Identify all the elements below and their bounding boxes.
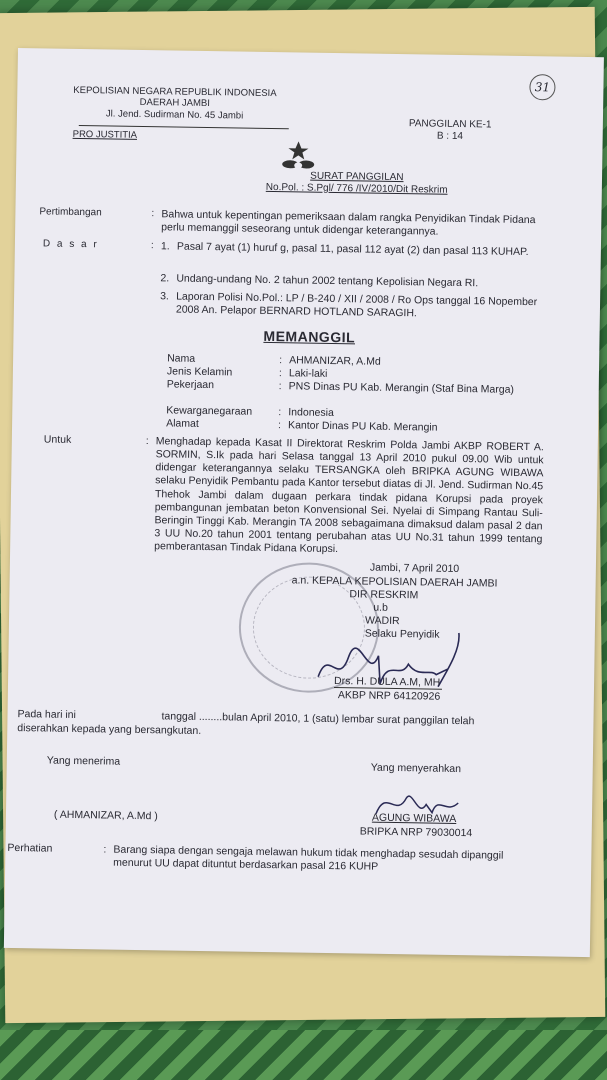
signature-on-behalf: a.n. KEPALA KEPOLISIAN DAERAH JAMBI bbox=[291, 574, 498, 590]
page-number-circle: 31 bbox=[529, 74, 555, 100]
nama-colon: : bbox=[279, 354, 283, 367]
kewarganegaraan-label: Kewarganegaraan bbox=[166, 404, 253, 418]
summons-count-label: PANGGILAN KE-1 bbox=[408, 118, 492, 131]
untuk-label: Untuk bbox=[43, 433, 72, 446]
jenis-kelamin-label: Jenis Kelamin bbox=[166, 365, 233, 379]
kewarganegaraan-colon: : bbox=[278, 406, 282, 419]
dasar-item-1-text: Pasal 7 ayat (1) huruf g, pasal 11, pasal 112 ayat (2) dan pasal 113 KUHAP. bbox=[176, 240, 529, 259]
jenis-kelamin-colon: : bbox=[278, 367, 282, 380]
letterhead bbox=[73, 85, 277, 122]
untuk-colon: : bbox=[145, 435, 149, 448]
signature-ub: u.b bbox=[373, 601, 388, 614]
giver-label: Yang menyerahkan bbox=[370, 761, 462, 776]
nama-value: AHMANIZAR, A.Md bbox=[289, 354, 381, 368]
signature-selaku: Selaku Penyidik bbox=[364, 627, 440, 641]
giver-name: AGUNG WIBAWA bbox=[371, 811, 457, 825]
summons-count-code: B : 14 bbox=[436, 130, 464, 143]
alamat-label: Alamat bbox=[166, 417, 199, 430]
pertimbangan-label: Pertimbangan bbox=[39, 206, 102, 219]
receipt-text-1: Pada hari ini bbox=[17, 708, 76, 721]
signature-wadir: WADIR bbox=[364, 614, 400, 628]
dasar-label: D a s a r bbox=[42, 238, 99, 251]
title-number: No.Pol. : S.Pgl/ 776 /IV/2010/Dit Reskrim bbox=[265, 181, 448, 196]
dasar-item-2-num: 2. bbox=[160, 272, 170, 285]
title-main: SURAT PANGGILAN bbox=[310, 170, 404, 184]
perhatian-text: Barang siapa dengan sengaja melawan hukum tidak menghadap sesudah dipanggil menurut UU dapat dituntut berdasarkan pasal 216 KUHP bbox=[113, 843, 504, 873]
giver-rank: BRIPKA NRP 79030014 bbox=[359, 825, 473, 840]
perhatian-colon: : bbox=[103, 843, 107, 856]
receipt-text-3: diserahkan kepada yang bersangkutan. bbox=[17, 722, 202, 737]
summons-document bbox=[4, 48, 604, 957]
receiver-label: Yang menerima bbox=[46, 754, 121, 768]
pekerjaan-colon: : bbox=[278, 380, 282, 393]
police-emblem-icon bbox=[278, 140, 318, 171]
pertimbangan-colon: : bbox=[151, 208, 155, 220]
dasar-item-3-num: 3. bbox=[160, 290, 169, 303]
pro-justitia: PRO JUSTITIA bbox=[72, 128, 138, 141]
receipt-text-2: tanggal ........bulan April 2010, 1 (satu) lembar surat panggilan telah bbox=[161, 710, 475, 728]
alamat-colon: : bbox=[278, 419, 282, 432]
receiver-name: ( AHMANIZAR, A.Md ) bbox=[53, 808, 158, 823]
tablecloth-bottom bbox=[0, 1030, 607, 1080]
nama-label: Nama bbox=[167, 352, 196, 365]
pekerjaan-label: Pekerjaan bbox=[166, 378, 215, 392]
signature-dir: DIR RESKRIM bbox=[349, 588, 419, 602]
dasar-item-1-num: 1. bbox=[160, 240, 170, 253]
letterhead-line2: DAERAH JAMBI bbox=[139, 97, 210, 110]
letterhead-line3: Jl. Jend. Sudirman No. 45 Jambi bbox=[105, 108, 244, 122]
jenis-kelamin-value: Laki-laki bbox=[288, 367, 328, 380]
alamat-value: Kantor Dinas PU Kab. Merangin bbox=[288, 419, 438, 434]
dasar-colon: : bbox=[150, 240, 154, 252]
signature-place-date: Jambi, 7 April 2010 bbox=[369, 561, 460, 575]
signatory-name: Drs. H. DULA A.M, MH bbox=[334, 675, 441, 689]
pekerjaan-value: PNS Dinas PU Kab. Merangin (Staf Bina Marga) bbox=[288, 380, 515, 396]
kewarganegaraan-value: Indonesia bbox=[288, 406, 334, 420]
dasar-item-3-text: Laporan Polisi No.Pol.: LP / B-240 / XII / 2008 / Ro Ops tanggal 16 Nopember 2008 An. Pelapor BERNARD HOTLAND SARAGIH. bbox=[175, 290, 538, 320]
summons-count bbox=[409, 118, 492, 143]
pertimbangan-text: Bahwa untuk kepentingan pemeriksaan dalam rangka Penyidikan Tindak Pidana perlu memanggil seseorang untuk didengar keterangannya. bbox=[161, 208, 536, 238]
perhatian-label: Perhatian bbox=[7, 841, 53, 855]
untuk-text: Menghadap kepada Kasat II Direktorat Reskrim Polda Jambi AKBP ROBERT A. SORMIN, S.Ik pada hari Selasa tanggal 13 April 2010 pukul 09.00 Wib untuk didengar keterangannya selaku TERSANGKA oleh BRIPKA AGUNG WIBAWA selaku Penyidik Pembantu pada Kantor tersebut diatas di Jl. Jend. Sudirman No.45 Thehok Jambi dalam dugaan perkara tindak pidana Korupsi pada proyek pembangunan jembatan beton Konvensional Sei. Nyelai di Simpang Rantau Suli-Beringin Tinggi Kab. Merangin TA 2008 sebagaimana dimaksud dalam pasal 2 dan 3 UU No.20 tahun 2001 tentang perubahan atas UU No.31 tahun 1999 tentang pemberantasan Tindak Pidana Korupsi. bbox=[154, 435, 544, 556]
memanggil-heading: MEMANGGIL bbox=[263, 327, 356, 346]
document-title bbox=[266, 170, 448, 196]
dasar-item-2-text: Undang-undang No. 2 tahun 2002 tentang Kepolisian Negara RI. bbox=[176, 272, 479, 290]
signatory-rank: AKBP NRP 64120926 bbox=[337, 689, 441, 703]
letterhead-line1: KEPOLISIAN NEGARA REPUBLIK INDONESIA bbox=[73, 84, 277, 100]
